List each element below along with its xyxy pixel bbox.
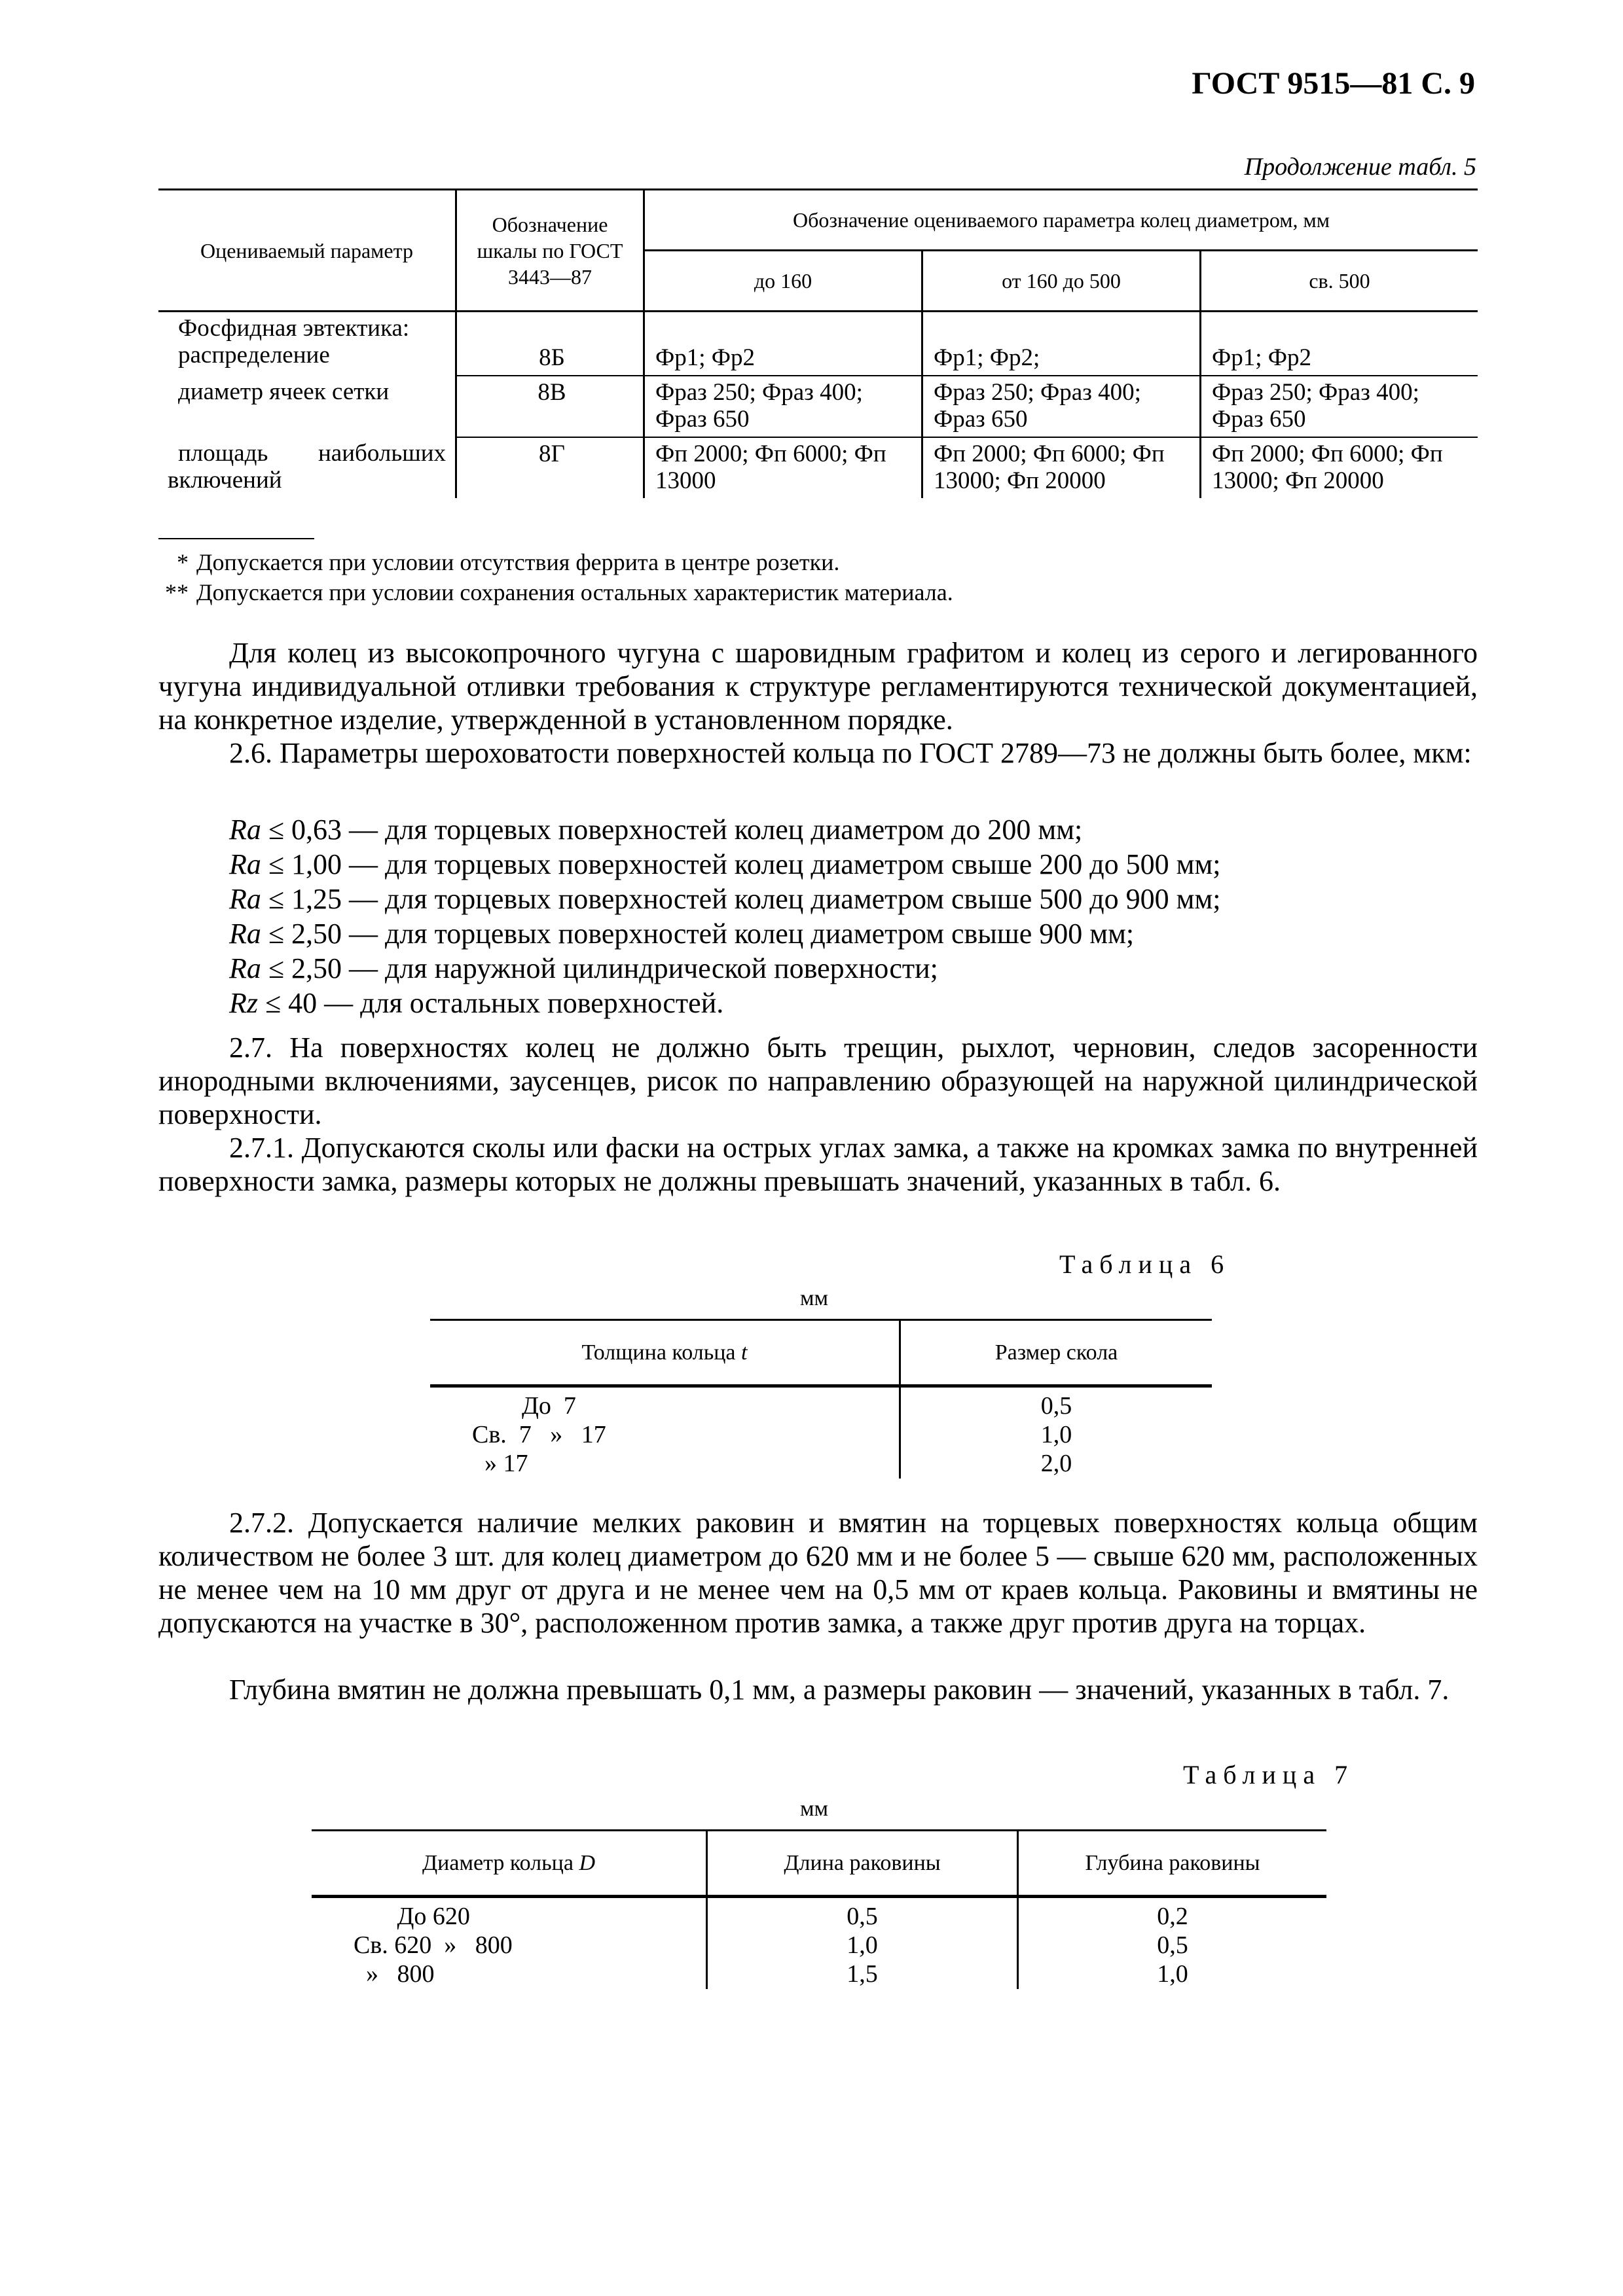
table-row [158, 437, 1478, 498]
table5-header-group: Обозначение оцениваемого параметра колец диаметром, мм [644, 190, 1478, 251]
roughness-symbol: Ra [229, 848, 261, 880]
roughness-text: ≤ 2,50 — для наружной цилиндрической поверхности; [261, 952, 938, 984]
chip-size-cell: 0,5 1,0 2,0 [900, 1386, 1213, 1479]
table-row [158, 312, 1478, 376]
table6-header-thickness: Толщина кольца t [430, 1320, 900, 1386]
scale-cell: 8В [456, 376, 644, 437]
footnote-text: Допускается при условии отсутствия феррита в центре розетки. [196, 549, 840, 575]
roughness-text: ≤ 40 — для остальных поверхностей. [258, 987, 724, 1019]
value-cell: Фр1; Фр2 [644, 312, 922, 376]
footnote-mark: ** [165, 579, 189, 605]
table5-param-cell [158, 312, 456, 376]
table7-header-depth: Глубина раковины [1018, 1831, 1327, 1897]
paragraph-2-6: 2.6. Параметры шероховатости поверхностей кольца по ГОСТ 2789—73 не должны быть более, мкм: [229, 737, 1472, 769]
table5-header-scale: Обозначение шкалы по ГОСТ 3443—87 [456, 190, 644, 312]
footnote-text: Допускается при условии сохранения остальных характеристик материала. [196, 579, 953, 605]
table5-header-sub2: от 160 до 500 [922, 251, 1201, 312]
table-row [312, 1897, 1326, 1990]
depth-cell: 0,2 0,5 1,0 [1018, 1897, 1327, 1990]
param-label: Фосфидная эвтектика: [178, 315, 410, 342]
length-cell: 0,5 1,0 1,5 [707, 1897, 1018, 1990]
diameter-cell: До 620 Св. 620 » 800 » 800 [354, 1903, 513, 1988]
footnote [177, 548, 840, 576]
table5-header-param: Оцениваемый параметр [158, 190, 456, 312]
footnote-mark: * [177, 549, 189, 575]
table6-header-chip-size: Размер скола [900, 1320, 1213, 1386]
paragraph-2-7-1: 2.7.1. Допускаются сколы или фаски на острых углах замка, а также на кромках замка по внутренней поверхности замка, размеры которых не должны превышать значений, указанных в табл. 6. [158, 1132, 1478, 1197]
paragraph: Для колец из высокопрочного чугуна с шаровидным графитом и колец из серого и легированного чугуна индивидуальной отливки требования к структуре регламентируются технической документацией, на конкретное изделие, утвержденной в установленном порядке. [158, 637, 1478, 736]
table-7 [312, 1829, 1326, 1989]
table-row [430, 1386, 1212, 1479]
table5-header-sub3: св. 500 [1201, 251, 1478, 312]
table6-caption: Таблица 6 [1059, 1249, 1231, 1279]
paragraph-2-7-2: 2.7.2. Допускается наличие мелких раковин и вмятин на торцевых поверхностях кольца общим количеством не более 3 шт. для колец диаметром до 620 мм и не более 5 — свыше 620 мм, расположенных не менее чем на 10 мм друг от друга и не менее чем на 0,5 мм от краев кольца. Раковины и вмятины не допускаются на участке в 30°, расположенном против замка, а также друг против друга на торцах. [158, 1507, 1478, 1639]
roughness-symbol: Rz [229, 987, 258, 1019]
param-label: диаметр ячеек сетки [178, 378, 390, 405]
value-cell: Фр1; Фр2 [1201, 312, 1478, 376]
table7-header-length: Длина раковины [707, 1831, 1018, 1897]
scale-cell: 8Б [456, 312, 644, 376]
table7-unit: мм [800, 1797, 829, 1821]
page-header: ГОСТ 9515—81 С. 9 [1192, 66, 1475, 101]
roughness-symbol: Ra [229, 883, 261, 915]
roughness-line [229, 986, 723, 1020]
value-cell: Фр1; Фр2; [922, 312, 1201, 376]
roughness-line [229, 882, 1221, 916]
roughness-symbol: Ra [229, 952, 261, 984]
roughness-line [229, 917, 1134, 950]
paragraph-2-7: 2.7. На поверхностях колец не должно быть трещин, рыхлот, черновин, следов засоренности инородными включениями, заусенцев, рисок по направлению образующей на наружной цилиндрической поверхности. [158, 1031, 1478, 1130]
table6-unit: мм [800, 1286, 829, 1310]
value-cell: Фраз 250; Фраз 400; Фраз 650 [1201, 376, 1478, 437]
roughness-text: ≤ 1,00 — для торцевых поверхностей колец диаметром свыше 200 до 500 мм; [261, 848, 1221, 880]
table5-header-sub1: до 160 [644, 251, 922, 312]
roughness-text: ≤ 1,25 — для торцевых поверхностей колец диаметром свыше 500 до 900 мм; [261, 883, 1221, 915]
thickness-cell: До 7 Св. 7 » 17 » 17 [472, 1392, 606, 1477]
param-label: площадь наибольших [178, 440, 446, 467]
paragraph: Глубина вмятин не должна превышать 0,1 мм, а размеры раковин — значений, указанных в табл. 7. [229, 1674, 1450, 1706]
roughness-line [229, 813, 1082, 846]
table7-header-diameter: Диаметр кольца D [312, 1831, 707, 1897]
table-6 [430, 1319, 1212, 1479]
table5-param-cell [158, 376, 456, 437]
roughness-line [229, 848, 1221, 881]
table7-caption: Таблица 7 [1183, 1760, 1355, 1789]
value-cell: Фп 2000; Фп 6000; Фп 13000; Фп 20000 [1201, 437, 1478, 498]
table-continuation-label: Продолжение табл. 5 [1244, 153, 1476, 181]
roughness-symbol: Ra [229, 814, 261, 846]
param-label: распределение [178, 342, 330, 368]
roughness-text: ≤ 2,50 — для торцевых поверхностей колец диаметром свыше 900 мм; [261, 918, 1135, 950]
footnote [165, 579, 953, 606]
roughness-symbol: Ra [229, 918, 261, 950]
footnote-separator [158, 538, 314, 539]
table5-param-cell [158, 437, 456, 498]
value-cell: Фп 2000; Фп 6000; Фп 13000; Фп 20000 [922, 437, 1201, 498]
value-cell: Фраз 250; Фраз 400; Фраз 650 [644, 376, 922, 437]
scale-cell: 8Г [456, 437, 644, 498]
param-label: включений [168, 467, 282, 493]
roughness-line [229, 952, 938, 985]
table-5 [158, 188, 1478, 498]
roughness-text: ≤ 0,63 — для торцевых поверхностей колец диаметром до 200 мм; [261, 814, 1083, 846]
value-cell: Фраз 250; Фраз 400; Фраз 650 [922, 376, 1201, 437]
table-row [158, 376, 1478, 437]
value-cell: Фп 2000; Фп 6000; Фп 13000 [644, 437, 922, 498]
